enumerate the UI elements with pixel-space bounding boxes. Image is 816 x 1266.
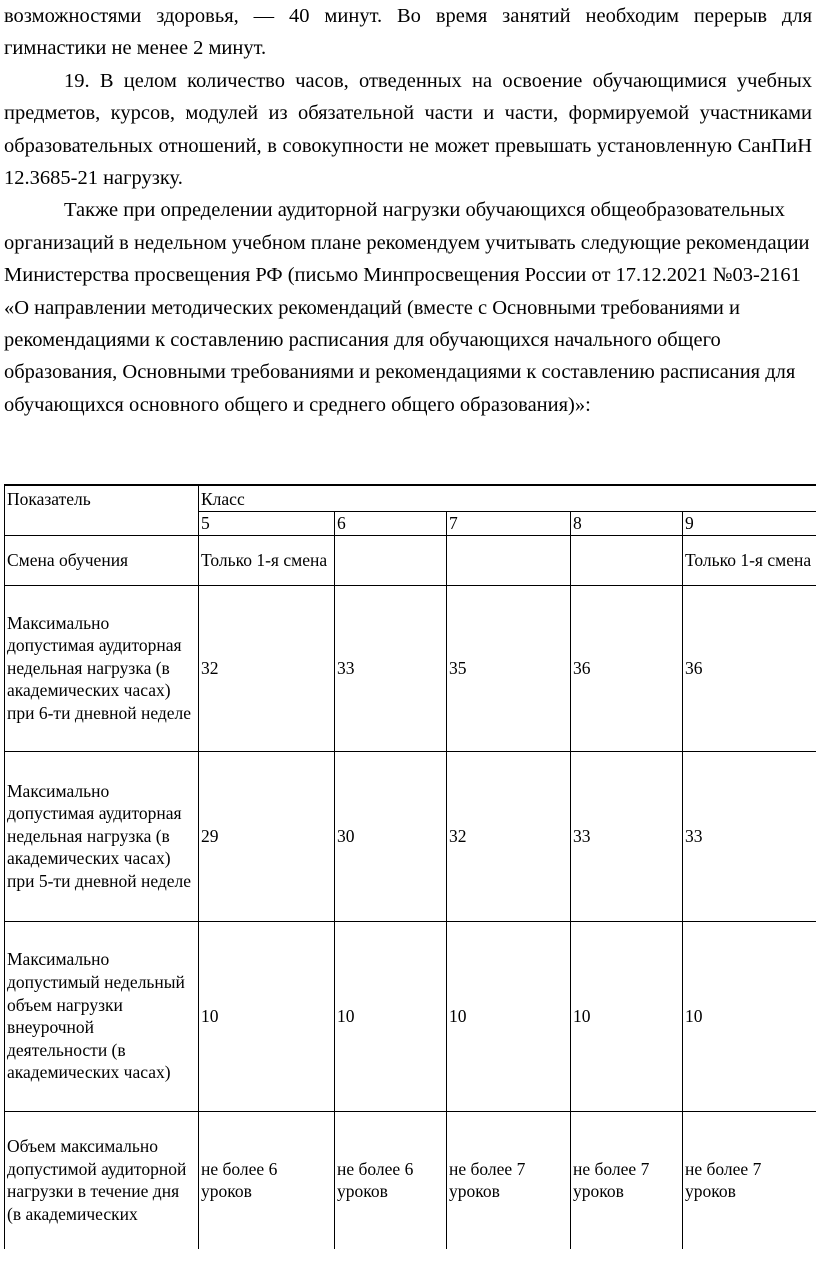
row-label: Максимально допустимая аудиторная недельная нагрузка (в академических часах) при 5-ти дневной неделе <box>5 751 199 921</box>
cell-value: не более 6 уроков <box>199 1111 335 1249</box>
header-class: Класс <box>199 485 816 511</box>
grade-6: 6 <box>335 511 447 535</box>
load-table <box>4 484 816 1249</box>
cell-value: Только 1-я смена <box>683 535 816 585</box>
paragraph-continuation: возможностями здоровья, — 40 минут. Во время занятий необходим перерыв для гимнастики не менее 2 минут. <box>4 5 812 60</box>
cell-value: не более 7 уроков <box>683 1111 816 1249</box>
cell-value: не более 6 уроков <box>335 1111 447 1249</box>
cell-value: 35 <box>447 585 571 751</box>
cell-value: 33 <box>683 751 816 921</box>
row-label: Объем максимально допустимой аудиторной нагрузки в течение дня (в академических <box>5 1111 199 1249</box>
grade-7: 7 <box>447 511 571 535</box>
row-label: Максимально допустимая аудиторная недельная нагрузка (в академических часах) при 6-ти дневной неделе <box>5 585 199 751</box>
paragraph-item-19: 19. В целом количество часов, отведенных на освоение обучающимися учебных предметов, курсов, модулей из обязательной части и части, формируемой участниками образовательных отношений, в совокупности не может превышать установленную СанПиН 12.3685-21 нагрузку. <box>4 69 812 190</box>
header-indicator: Показатель <box>5 485 199 535</box>
cell-value: 36 <box>683 585 816 751</box>
cell-value <box>571 535 683 585</box>
grade-5: 5 <box>199 511 335 535</box>
table-row <box>5 535 816 585</box>
cell-value: не более 7 уроков <box>571 1111 683 1249</box>
cell-value: 29 <box>199 751 335 921</box>
cell-value <box>447 535 571 585</box>
cell-value: 10 <box>683 921 816 1111</box>
cell-value: 36 <box>571 585 683 751</box>
cell-value: 10 <box>335 921 447 1111</box>
cell-value: 10 <box>571 921 683 1111</box>
cell-value: 10 <box>447 921 571 1111</box>
cell-value: 10 <box>199 921 335 1111</box>
paragraph-recommendations: Также при определении аудиторной нагрузки обучающихся общеобразовательных организаций в недельном учебном плане рекомендуем учитывать следующие рекомендации Министерства просвещения РФ (письмо Минпросвещения России от 17.12.2021 №03-2161 «О направлении методических рекомендаций (вместе с Основными требованиями и рекомендациями к составлению расписания для обучающихся начального общего образования, Основными требованиями и рекомендациями к составлению расписания для обучающихся основного общего и среднего общего образования)»: <box>4 199 810 416</box>
cell-value <box>335 535 447 585</box>
cell-value: 32 <box>447 751 571 921</box>
table-row <box>5 921 816 1111</box>
grade-9: 9 <box>683 511 816 535</box>
table-row <box>5 751 816 921</box>
table-row <box>5 1111 816 1249</box>
row-label: Смена обучения <box>5 535 199 585</box>
body-text <box>4 0 812 421</box>
grade-8: 8 <box>571 511 683 535</box>
cell-value: 33 <box>571 751 683 921</box>
cell-value: не более 7 уроков <box>447 1111 571 1249</box>
cell-value: Только 1-я смена <box>199 535 335 585</box>
cell-value: 30 <box>335 751 447 921</box>
cell-value: 33 <box>335 585 447 751</box>
cell-value: 32 <box>199 585 335 751</box>
row-label: Максимально допустимый недельный объем нагрузки внеурочной деятельности (в академических часах) <box>5 921 199 1111</box>
table-row <box>5 585 816 751</box>
